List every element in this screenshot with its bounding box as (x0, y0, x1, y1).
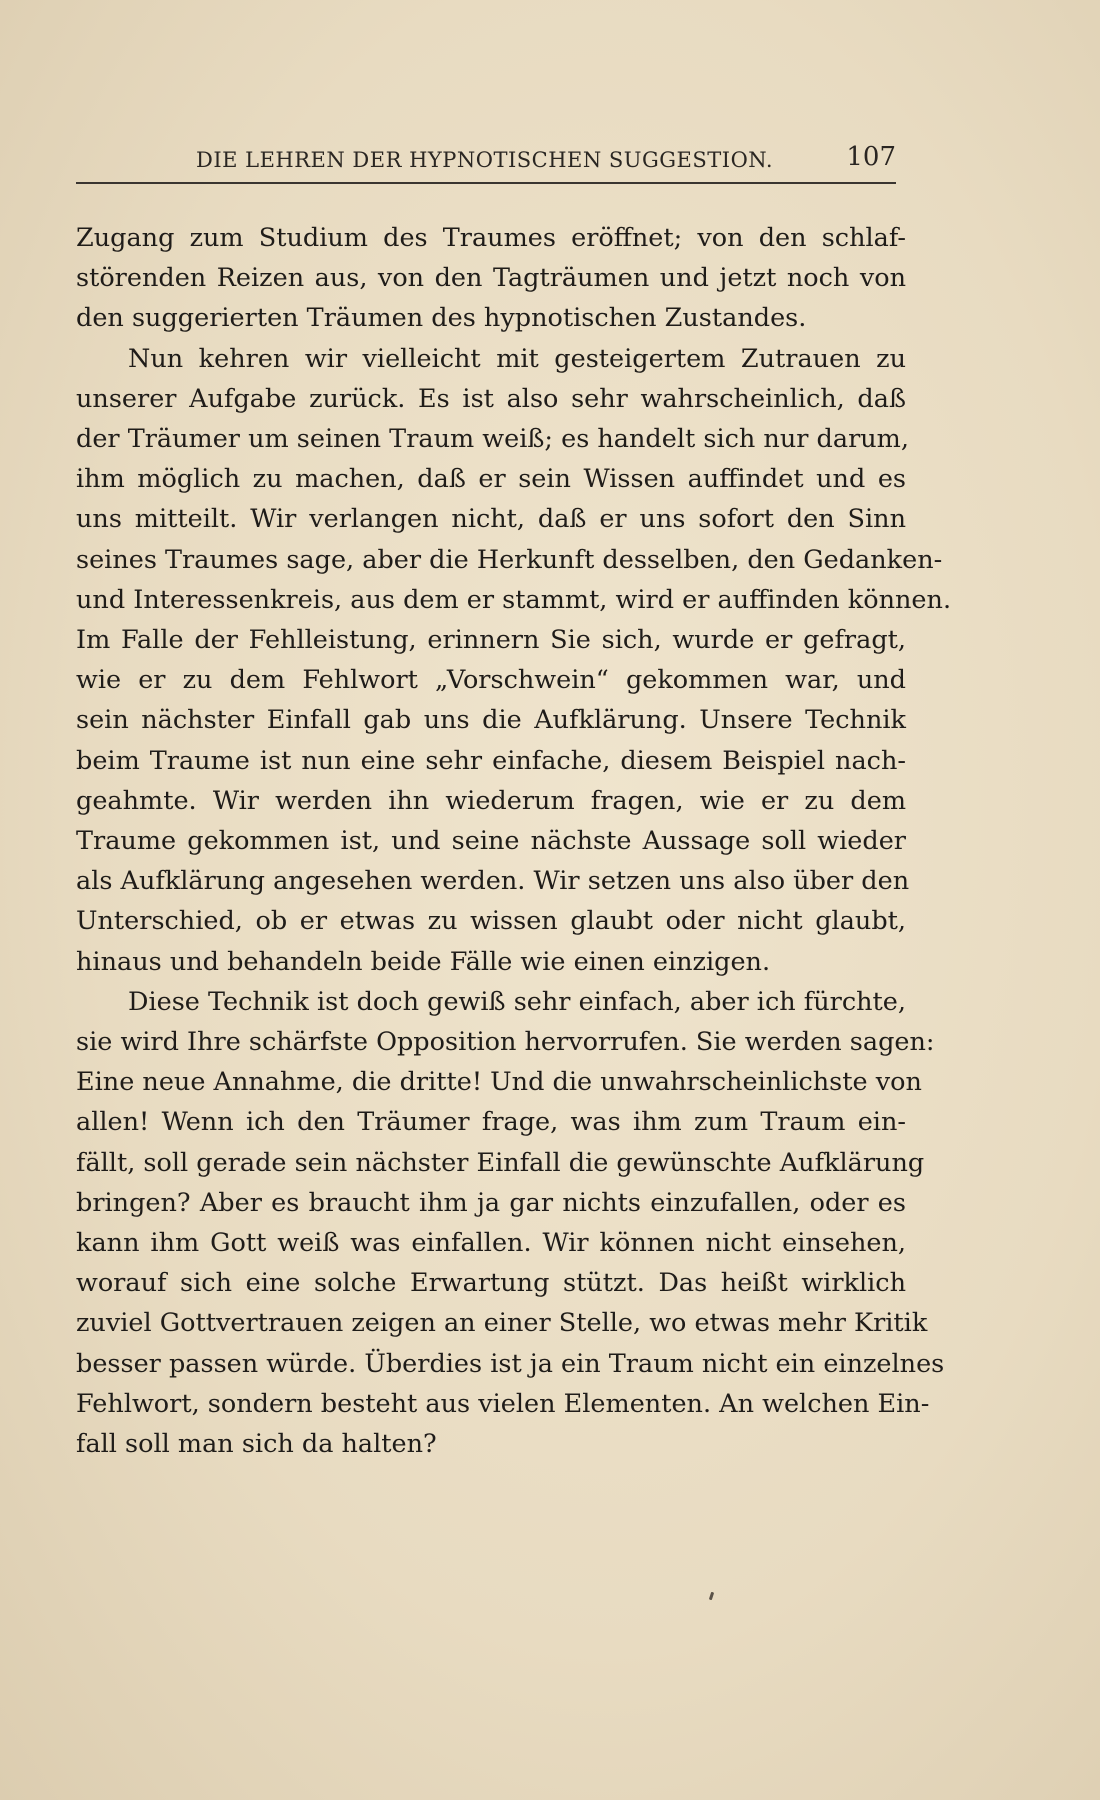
page-number: 107 (846, 142, 896, 172)
text-line: Diese Technik ist doch gewiß sehr einfach, aber ich fürchte, (128, 986, 906, 1017)
text-line: Fehlwort, sondern besteht aus vielen Elementen. An welchen Ein- (76, 1388, 930, 1419)
text-line: wie er zu dem Fehlwort „Vorschwein“ gekommen war, und (76, 665, 906, 696)
text-line: Unterschied, ob er etwas zu wissen glaubt oder nicht glaubt, (76, 906, 906, 937)
text-line: zuviel Gottvertrauen zeigen an einer Stelle, wo etwas mehr Kritik (76, 1308, 928, 1339)
text-line: Eine neue Annahme, die dritte! Und die unwahrscheinlichste von (76, 1067, 922, 1098)
text-line: sie wird Ihre schärfste Opposition hervorrufen. Sie werden sagen: (76, 1027, 935, 1058)
header-rule (76, 182, 896, 184)
running-title: DIE LEHREN DER HYPNOTISCHEN SUGGESTION. (196, 148, 773, 172)
paragraph (76, 218, 906, 339)
text-line: hinaus und behandeln beide Fälle wie einen einzigen. (76, 946, 771, 977)
text-line: allen! Wenn ich den Träumer frage, was ihm zum Traum ein- (76, 1107, 906, 1138)
text-line: besser passen würde. Überdies ist ja ein Traum nicht ein einzelnes (76, 1348, 945, 1379)
text-line: und Interessenkreis, aus dem er stammt, wird er auffinden können. (76, 584, 952, 615)
text-line: beim Traume ist nun eine sehr einfache, diesem Beispiel nach- (76, 745, 906, 776)
paragraph (76, 339, 952, 982)
body-text (76, 218, 952, 1464)
text-line: Traume gekommen ist, und seine nächste Aussage soll wieder (76, 826, 906, 857)
text-line: uns mitteilt. Wir verlangen nicht, daß er uns sofort den Sinn (76, 504, 906, 535)
text-line: worauf sich eine solche Erwartung stützt. Das heißt wirklich (76, 1268, 906, 1299)
text-line: seines Traumes sage, aber die Herkunft desselben, den Gedanken- (76, 544, 943, 575)
text-line: fällt, soll gerade sein nächster Einfall die gewünschte Aufklärung (76, 1147, 925, 1178)
text-line: als Aufklärung angesehen werden. Wir setzen uns also über den (76, 866, 910, 897)
text-line: ihm möglich zu machen, daß er sein Wissen auffindet und es (76, 464, 906, 495)
text-line: kann ihm Gott weiß was einfallen. Wir können nicht einsehen, (76, 1228, 906, 1259)
text-line: Nun kehren wir vielleicht mit gesteigertem Zutrauen zu (128, 343, 906, 374)
text-line: fall soll man sich da halten? (76, 1429, 437, 1460)
text-line: störenden Reizen aus, von den Tagträumen und jetzt noch von (76, 263, 906, 294)
text-line: Im Falle der Fehlleistung, erinnern Sie sich, wurde er gefragt, (76, 625, 906, 656)
text-line: den suggerierten Träumen des hypnotischen Zustandes. (76, 303, 807, 334)
text-line: der Träumer um seinen Traum weiß; es handelt sich nur darum, (76, 424, 909, 455)
page-header (76, 140, 896, 180)
text-line: unserer Aufgabe zurück. Es ist also sehr wahrscheinlich, daß (76, 383, 906, 414)
text-line: geahmte. Wir werden ihn wiederum fragen, wie er zu dem (76, 785, 906, 816)
paragraph (76, 982, 945, 1464)
ink-speck (709, 1592, 714, 1601)
text-line: sein nächster Einfall gab uns die Aufklärung. Unsere Technik (76, 705, 906, 736)
text-line: bringen? Aber es braucht ihm ja gar nichts einzufallen, oder es (76, 1187, 906, 1218)
text-line: Zugang zum Studium des Traumes eröffnet; von den schlaf- (76, 223, 906, 253)
